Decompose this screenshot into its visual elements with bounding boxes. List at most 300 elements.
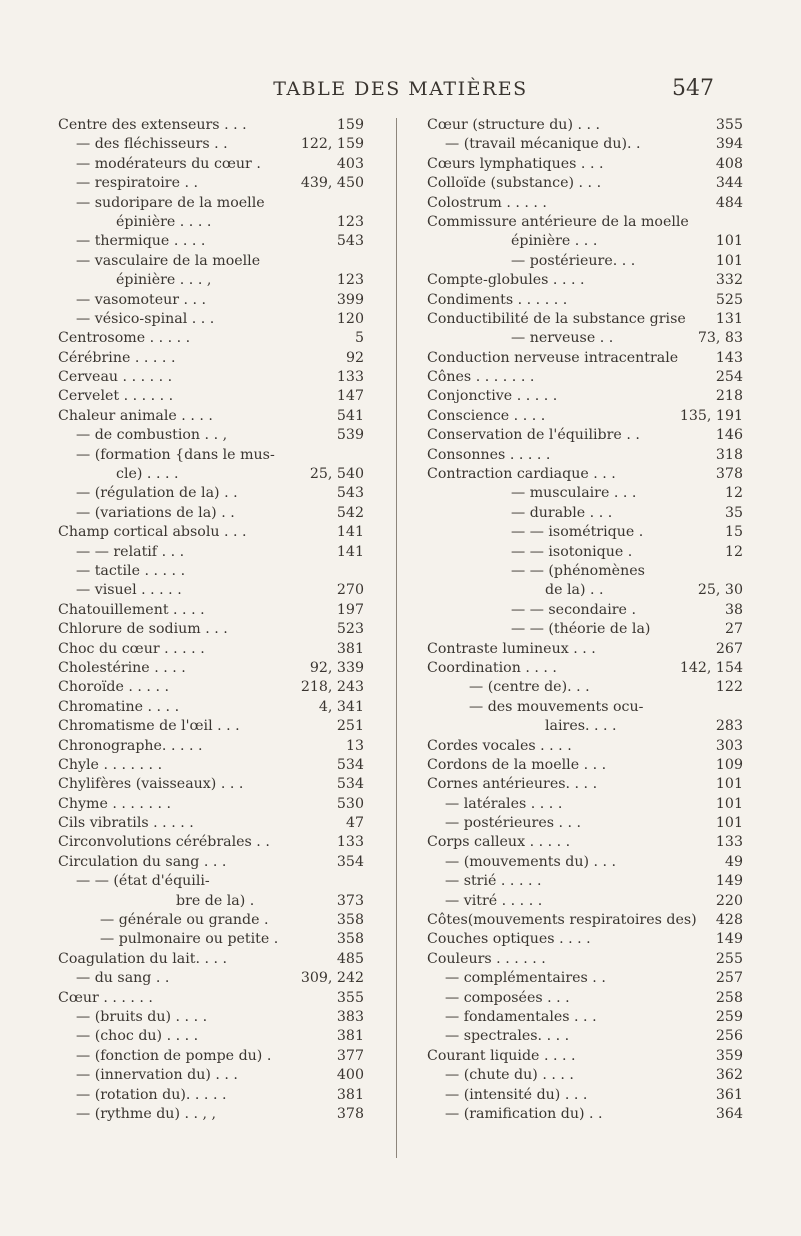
entry-term: Cœurs lymphatiques . . . bbox=[427, 155, 604, 172]
entry-term: Chromatisme de l'œil . . . bbox=[58, 718, 240, 735]
index-entry bbox=[58, 135, 364, 154]
index-entry bbox=[427, 581, 743, 600]
entry-page-ref: 358 bbox=[334, 930, 364, 949]
entry-page-ref: 47 bbox=[343, 814, 364, 833]
entry-page-ref: 25, 540 bbox=[307, 465, 364, 484]
index-entry bbox=[427, 232, 743, 251]
entry-page-ref: 381 bbox=[334, 640, 364, 659]
entry-term: — (ramification du) . . bbox=[445, 1105, 603, 1122]
entry-term: — fondamentales . . . bbox=[445, 1008, 597, 1025]
entry-term: Compte-globules . . . . bbox=[427, 272, 585, 289]
entry-page-ref: 383 bbox=[334, 1008, 364, 1027]
index-entry bbox=[427, 969, 743, 988]
entry-page-ref: 159 bbox=[334, 116, 364, 135]
index-entry bbox=[58, 717, 364, 736]
entry-term: — (fonction de pompe du) . bbox=[76, 1047, 272, 1064]
entry-term: Couleurs . . . . . . bbox=[427, 950, 546, 967]
entry-page-ref: 141 bbox=[334, 523, 364, 542]
index-entry bbox=[427, 446, 743, 465]
index-entry bbox=[427, 1105, 743, 1124]
entry-page-ref: 15 bbox=[722, 523, 743, 542]
index-entry bbox=[58, 484, 364, 503]
index-entry bbox=[427, 717, 743, 736]
entry-page-ref: 13 bbox=[343, 737, 364, 756]
entry-term: — strié . . . . . bbox=[445, 873, 542, 890]
entry-page-ref: 354 bbox=[334, 853, 364, 872]
entry-term: cle) . . . . bbox=[116, 466, 179, 483]
index-entry bbox=[58, 698, 364, 717]
index-entry bbox=[427, 795, 743, 814]
entry-term: Chromatine . . . . bbox=[58, 698, 180, 715]
entry-term: épinière . . . . bbox=[116, 213, 212, 230]
index-entry bbox=[427, 194, 743, 213]
entry-term: — thermique . . . . bbox=[76, 233, 206, 250]
index-entry bbox=[58, 426, 364, 445]
entry-page-ref: 123 bbox=[334, 271, 364, 290]
entry-term: Contraction cardiaque . . . bbox=[427, 466, 616, 483]
entry-page-ref: 12 bbox=[722, 543, 743, 562]
entry-term: Conjonctive . . . . . bbox=[427, 388, 558, 405]
entry-term: — — isométrique . bbox=[511, 524, 644, 541]
entry-term: Chaleur animale . . . . bbox=[58, 407, 213, 424]
index-entry bbox=[427, 737, 743, 756]
entry-page-ref: 122, 159 bbox=[298, 135, 364, 154]
entry-term: — vasculaire de la moelle bbox=[76, 252, 261, 269]
index-entry bbox=[427, 213, 743, 232]
index-entry bbox=[58, 930, 364, 949]
entry-page-ref: 283 bbox=[713, 717, 743, 736]
index-entry bbox=[58, 659, 364, 678]
index-entry bbox=[427, 911, 743, 930]
entry-term: — — relatif . . . bbox=[76, 543, 185, 560]
entry-page-ref: 355 bbox=[713, 116, 743, 135]
index-entry bbox=[427, 504, 743, 523]
entry-page-ref: 378 bbox=[713, 465, 743, 484]
entry-page-ref: 256 bbox=[713, 1027, 743, 1046]
index-entry bbox=[427, 698, 743, 717]
index-entry bbox=[427, 174, 743, 193]
entry-term: Centrosome . . . . . bbox=[58, 330, 191, 347]
index-entry bbox=[58, 1086, 364, 1105]
entry-page-ref: 255 bbox=[713, 950, 743, 969]
entry-term: bre de la) . bbox=[176, 892, 255, 909]
entry-term: — (régulation de la) . . bbox=[76, 485, 238, 502]
entry-page-ref: 525 bbox=[713, 291, 743, 310]
index-entry bbox=[427, 349, 743, 368]
entry-page-ref: 543 bbox=[334, 484, 364, 503]
entry-term: — (rotation du). . . . . bbox=[76, 1086, 227, 1103]
entry-term: — (variations de la) . . bbox=[76, 504, 235, 521]
entry-term: Cils vibratils . . . . . bbox=[58, 815, 194, 832]
entry-term: laires. . . . bbox=[545, 718, 617, 735]
entry-page-ref: 251 bbox=[334, 717, 364, 736]
index-entry bbox=[427, 930, 743, 949]
index-entry bbox=[427, 387, 743, 406]
entry-term: — (intensité du) . . . bbox=[445, 1086, 588, 1103]
entry-page-ref: 364 bbox=[713, 1105, 743, 1124]
entry-page-ref: 149 bbox=[713, 872, 743, 891]
entry-page-ref: 439, 450 bbox=[298, 174, 364, 193]
entry-term: — sudoripare de la moelle bbox=[76, 194, 265, 211]
index-entry bbox=[58, 911, 364, 930]
entry-page-ref: 220 bbox=[713, 892, 743, 911]
entry-term: Corps calleux . . . . . bbox=[427, 834, 571, 851]
entry-term: — du sang . . bbox=[76, 970, 170, 987]
page-number: 547 bbox=[672, 76, 714, 101]
index-entry bbox=[58, 523, 364, 542]
index-entry bbox=[427, 1047, 743, 1066]
entry-term: Choc du cœur . . . . . bbox=[58, 640, 205, 657]
entry-term: — — (théorie de la) bbox=[511, 621, 651, 638]
entry-page-ref: 394 bbox=[713, 135, 743, 154]
entry-term: Cérébrine . . . . . bbox=[58, 349, 176, 366]
entry-page-ref: 38 bbox=[722, 601, 743, 620]
index-entry bbox=[58, 581, 364, 600]
column-divider bbox=[396, 118, 397, 1158]
entry-page-ref: 101 bbox=[713, 775, 743, 794]
index-entry bbox=[427, 116, 743, 135]
entry-page-ref: 218, 243 bbox=[298, 678, 364, 697]
entry-page-ref: 109 bbox=[713, 756, 743, 775]
entry-term: — postérieures . . . bbox=[445, 815, 582, 832]
index-entry bbox=[427, 543, 743, 562]
index-entry bbox=[427, 620, 743, 639]
entry-term: — (travail mécanique du). . bbox=[445, 136, 641, 153]
index-entry bbox=[58, 562, 364, 581]
index-entry bbox=[58, 795, 364, 814]
entry-page-ref: 133 bbox=[334, 368, 364, 387]
entry-page-ref: 267 bbox=[713, 640, 743, 659]
index-entry bbox=[58, 504, 364, 523]
entry-term: — vasomoteur . . . bbox=[76, 291, 207, 308]
entry-term: Conduction nerveuse intracentrale bbox=[427, 349, 679, 366]
entry-page-ref: 5 bbox=[352, 329, 364, 348]
index-entry bbox=[427, 1086, 743, 1105]
entry-page-ref: 377 bbox=[334, 1047, 364, 1066]
entry-page-ref: 400 bbox=[334, 1066, 364, 1085]
entry-term: Circulation du sang . . . bbox=[58, 853, 227, 870]
entry-page-ref: 403 bbox=[334, 155, 364, 174]
index-entry bbox=[427, 310, 743, 329]
entry-term: Conductibilité de la substance grise bbox=[427, 310, 686, 327]
index-entry bbox=[427, 989, 743, 1008]
entry-term: — (centre de). . . bbox=[469, 679, 590, 696]
entry-page-ref: 399 bbox=[334, 291, 364, 310]
entry-term: Côtes(mouvements respiratoires des) bbox=[427, 912, 697, 929]
entry-term: — (choc du) . . . . bbox=[76, 1028, 199, 1045]
entry-page-ref: 4, 341 bbox=[316, 698, 364, 717]
entry-term: — visuel . . . . . bbox=[76, 582, 182, 599]
entry-page-ref: 485 bbox=[334, 950, 364, 969]
entry-page-ref: 143 bbox=[713, 349, 743, 368]
index-entry bbox=[427, 329, 743, 348]
index-entry bbox=[427, 853, 743, 872]
entry-term: — (innervation du) . . . bbox=[76, 1067, 238, 1084]
entry-term: Chylifères (vaisseaux) . . . bbox=[58, 776, 244, 793]
entry-term: Cônes . . . . . . . bbox=[427, 369, 535, 386]
entry-page-ref: 428 bbox=[713, 911, 743, 930]
index-column-right bbox=[427, 116, 743, 1124]
entry-page-ref: 373 bbox=[334, 892, 364, 911]
index-entry bbox=[58, 969, 364, 988]
entry-page-ref: 92, 339 bbox=[307, 659, 364, 678]
entry-term: — (chute du) . . . . bbox=[445, 1067, 574, 1084]
entry-page-ref: 49 bbox=[722, 853, 743, 872]
entry-page-ref: 344 bbox=[713, 174, 743, 193]
entry-page-ref: 35 bbox=[722, 504, 743, 523]
index-entry bbox=[58, 640, 364, 659]
page-title: TABLE DES MATIÈRES bbox=[273, 78, 528, 100]
entry-term: Consonnes . . . . . bbox=[427, 446, 551, 463]
index-entry bbox=[58, 310, 364, 329]
entry-term: Cerveau . . . . . . bbox=[58, 369, 173, 386]
index-entry bbox=[427, 465, 743, 484]
entry-term: — (bruits du) . . . . bbox=[76, 1008, 208, 1025]
entry-term: Conscience . . . . bbox=[427, 407, 546, 424]
index-entry bbox=[58, 1047, 364, 1066]
index-entry bbox=[58, 271, 364, 290]
entry-term: — vésico-spinal . . . bbox=[76, 310, 215, 327]
entry-page-ref: 542 bbox=[334, 504, 364, 523]
index-entry bbox=[427, 640, 743, 659]
index-entry bbox=[58, 737, 364, 756]
index-entry bbox=[58, 872, 364, 891]
entry-page-ref: 259 bbox=[713, 1008, 743, 1027]
entry-page-ref: 135, 191 bbox=[677, 407, 743, 426]
entry-term: Cordes vocales . . . . bbox=[427, 737, 572, 754]
entry-page-ref: 361 bbox=[713, 1086, 743, 1105]
entry-term: Chatouillement . . . . bbox=[58, 601, 205, 618]
index-entry bbox=[427, 872, 743, 891]
index-entry bbox=[58, 620, 364, 639]
entry-page-ref: 359 bbox=[713, 1047, 743, 1066]
entry-term: Choroïde . . . . . bbox=[58, 679, 169, 696]
entry-page-ref: 133 bbox=[334, 833, 364, 852]
index-entry bbox=[58, 387, 364, 406]
entry-term: Courant liquide . . . . bbox=[427, 1047, 576, 1064]
entry-page-ref: 147 bbox=[334, 387, 364, 406]
index-entry bbox=[427, 601, 743, 620]
entry-term: Centre des extenseurs . . . bbox=[58, 117, 247, 133]
entry-term: — des mouvements ocu- bbox=[469, 698, 644, 715]
entry-term: Chlorure de sodium . . . bbox=[58, 621, 228, 638]
entry-page-ref: 257 bbox=[713, 969, 743, 988]
entry-page-ref: 142, 154 bbox=[677, 659, 743, 678]
index-entry bbox=[58, 833, 364, 852]
entry-term: Coordination . . . . bbox=[427, 659, 557, 676]
entry-page-ref: 73, 83 bbox=[695, 329, 743, 348]
entry-page-ref: 101 bbox=[713, 795, 743, 814]
entry-term: Cordons de la moelle . . . bbox=[427, 756, 607, 773]
page-header bbox=[0, 76, 801, 106]
index-entry bbox=[58, 756, 364, 775]
entry-page-ref: 141 bbox=[334, 543, 364, 562]
entry-term: Contraste lumineux . . . bbox=[427, 640, 596, 657]
entry-term: — latérales . . . . bbox=[445, 795, 563, 812]
entry-term: — tactile . . . . . bbox=[76, 562, 186, 579]
index-entry bbox=[58, 407, 364, 426]
entry-term: de la) . . bbox=[545, 582, 604, 599]
index-entry bbox=[427, 407, 743, 426]
entry-term: — — isotonique . bbox=[511, 543, 633, 560]
index-entry bbox=[58, 1008, 364, 1027]
index-entry bbox=[58, 465, 364, 484]
entry-page-ref: 318 bbox=[713, 446, 743, 465]
entry-term: — (rythme du) . . , , bbox=[76, 1105, 217, 1122]
entry-page-ref: 378 bbox=[334, 1105, 364, 1124]
entry-page-ref: 123 bbox=[334, 213, 364, 232]
entry-page-ref: 25, 30 bbox=[695, 581, 743, 600]
index-entry bbox=[58, 349, 364, 368]
entry-page-ref: 539 bbox=[334, 426, 364, 445]
index-entry bbox=[427, 756, 743, 775]
entry-term: Cornes antérieures. . . . bbox=[427, 776, 598, 793]
index-entry bbox=[427, 950, 743, 969]
entry-page-ref: 534 bbox=[334, 775, 364, 794]
index-entry bbox=[427, 271, 743, 290]
entry-term: Colostrum . . . . . bbox=[427, 194, 547, 211]
entry-page-ref: 146 bbox=[713, 426, 743, 445]
index-entry bbox=[427, 659, 743, 678]
entry-term: Champ cortical absolu . . . bbox=[58, 524, 247, 541]
entry-page-ref: 362 bbox=[713, 1066, 743, 1085]
entry-page-ref: 270 bbox=[334, 581, 364, 600]
entry-page-ref: 133 bbox=[713, 833, 743, 852]
index-entry bbox=[58, 368, 364, 387]
entry-term: — modérateurs du cœur . bbox=[76, 155, 261, 172]
entry-term: Circonvolutions cérébrales . . bbox=[58, 834, 270, 851]
entry-page-ref: 258 bbox=[713, 989, 743, 1008]
index-entry bbox=[58, 1066, 364, 1085]
index-entry bbox=[58, 213, 364, 232]
entry-page-ref: 303 bbox=[713, 737, 743, 756]
index-entry bbox=[58, 116, 364, 135]
entry-term: — durable . . . bbox=[511, 504, 613, 521]
entry-page-ref: 381 bbox=[334, 1086, 364, 1105]
entry-term: — générale ou grande . bbox=[100, 912, 269, 929]
entry-term: — (formation {dans le mus- bbox=[76, 446, 275, 463]
index-entry bbox=[427, 775, 743, 794]
entry-term: Cholestérine . . . . bbox=[58, 659, 186, 676]
entry-term: — — (phénomènes bbox=[511, 562, 645, 579]
entry-term: épinière . . . , bbox=[116, 272, 212, 289]
index-entry bbox=[427, 252, 743, 271]
entry-page-ref: 484 bbox=[713, 194, 743, 213]
entry-term: Colloïde (substance) . . . bbox=[427, 175, 602, 192]
entry-page-ref: 197 bbox=[334, 601, 364, 620]
entry-term: Chronographe. . . . . bbox=[58, 737, 203, 754]
entry-page-ref: 218 bbox=[713, 387, 743, 406]
entry-page-ref: 355 bbox=[334, 989, 364, 1008]
index-entry bbox=[427, 1027, 743, 1046]
entry-term: Chyle . . . . . . . bbox=[58, 756, 163, 773]
entry-term: — — secondaire . bbox=[511, 601, 636, 618]
entry-term: — (mouvements du) . . . bbox=[445, 853, 617, 870]
index-entry bbox=[427, 1066, 743, 1085]
index-entry bbox=[427, 484, 743, 503]
index-entry bbox=[58, 892, 364, 911]
entry-term: Chyme . . . . . . . bbox=[58, 795, 171, 812]
entry-term: Conservation de l'équilibre . . bbox=[427, 427, 640, 444]
entry-page-ref: 358 bbox=[334, 911, 364, 930]
index-entry bbox=[427, 892, 743, 911]
entry-page-ref: 101 bbox=[713, 232, 743, 251]
index-entry bbox=[58, 174, 364, 193]
entry-term: — musculaire . . . bbox=[511, 485, 637, 502]
entry-page-ref: 309, 242 bbox=[298, 969, 364, 988]
entry-term: Cœur . . . . . . bbox=[58, 989, 153, 1006]
entry-page-ref: 541 bbox=[334, 407, 364, 426]
entry-page-ref: 534 bbox=[334, 756, 364, 775]
entry-page-ref: 523 bbox=[334, 620, 364, 639]
entry-page-ref: 12 bbox=[722, 484, 743, 503]
index-entry bbox=[58, 232, 364, 251]
index-entry bbox=[427, 1008, 743, 1027]
entry-page-ref: 101 bbox=[713, 252, 743, 271]
entry-page-ref: 530 bbox=[334, 795, 364, 814]
entry-page-ref: 543 bbox=[334, 232, 364, 251]
index-entry bbox=[58, 601, 364, 620]
index-entry bbox=[427, 814, 743, 833]
index-entry bbox=[58, 1027, 364, 1046]
entry-page-ref: 332 bbox=[713, 271, 743, 290]
entry-term: — respiratoire . . bbox=[76, 175, 199, 192]
entry-term: Cœur (structure du) . . . bbox=[427, 117, 601, 133]
entry-term: — pulmonaire ou petite . bbox=[100, 931, 279, 948]
index-entry bbox=[58, 329, 364, 348]
entry-term: Condiments . . . . . . bbox=[427, 291, 568, 308]
index-entry bbox=[58, 543, 364, 562]
entry-term: — composées . . . bbox=[445, 989, 570, 1006]
entry-term: épinière . . . bbox=[511, 233, 598, 250]
index-entry bbox=[427, 135, 743, 154]
index-entry bbox=[58, 814, 364, 833]
index-column-left bbox=[58, 116, 364, 1124]
entry-term: — complémentaires . . bbox=[445, 970, 606, 987]
entry-page-ref: 92 bbox=[343, 349, 364, 368]
index-entry bbox=[427, 291, 743, 310]
index-entry bbox=[58, 950, 364, 969]
index-entry bbox=[427, 155, 743, 174]
index-entry bbox=[58, 678, 364, 697]
index-entry bbox=[58, 252, 364, 271]
index-entry bbox=[427, 562, 743, 581]
entry-term: — — (état d'équili- bbox=[76, 873, 210, 890]
entry-page-ref: 149 bbox=[713, 930, 743, 949]
entry-term: Commissure antérieure de la moelle bbox=[427, 213, 689, 230]
index-entry bbox=[58, 194, 364, 213]
entry-page-ref: 122 bbox=[713, 678, 743, 697]
index-entry bbox=[58, 989, 364, 1008]
entry-page-ref: 408 bbox=[713, 155, 743, 174]
entry-term: — nerveuse . . bbox=[511, 330, 614, 347]
entry-term: Couches optiques . . . . bbox=[427, 931, 591, 948]
index-entry bbox=[427, 523, 743, 542]
index-entry bbox=[58, 1105, 364, 1124]
entry-term: — de combustion . . , bbox=[76, 427, 228, 444]
index-entry bbox=[58, 155, 364, 174]
entry-term: Cervelet . . . . . . bbox=[58, 388, 174, 405]
index-entry bbox=[427, 833, 743, 852]
entry-page-ref: 131 bbox=[713, 310, 743, 329]
entry-term: — postérieure. . . bbox=[511, 252, 636, 269]
entry-term: — spectrales. . . . bbox=[445, 1028, 570, 1045]
entry-term: — vitré . . . . . bbox=[445, 892, 543, 909]
entry-page-ref: 101 bbox=[713, 814, 743, 833]
entry-page-ref: 27 bbox=[722, 620, 743, 639]
index-entry bbox=[58, 853, 364, 872]
index-entry bbox=[58, 446, 364, 465]
